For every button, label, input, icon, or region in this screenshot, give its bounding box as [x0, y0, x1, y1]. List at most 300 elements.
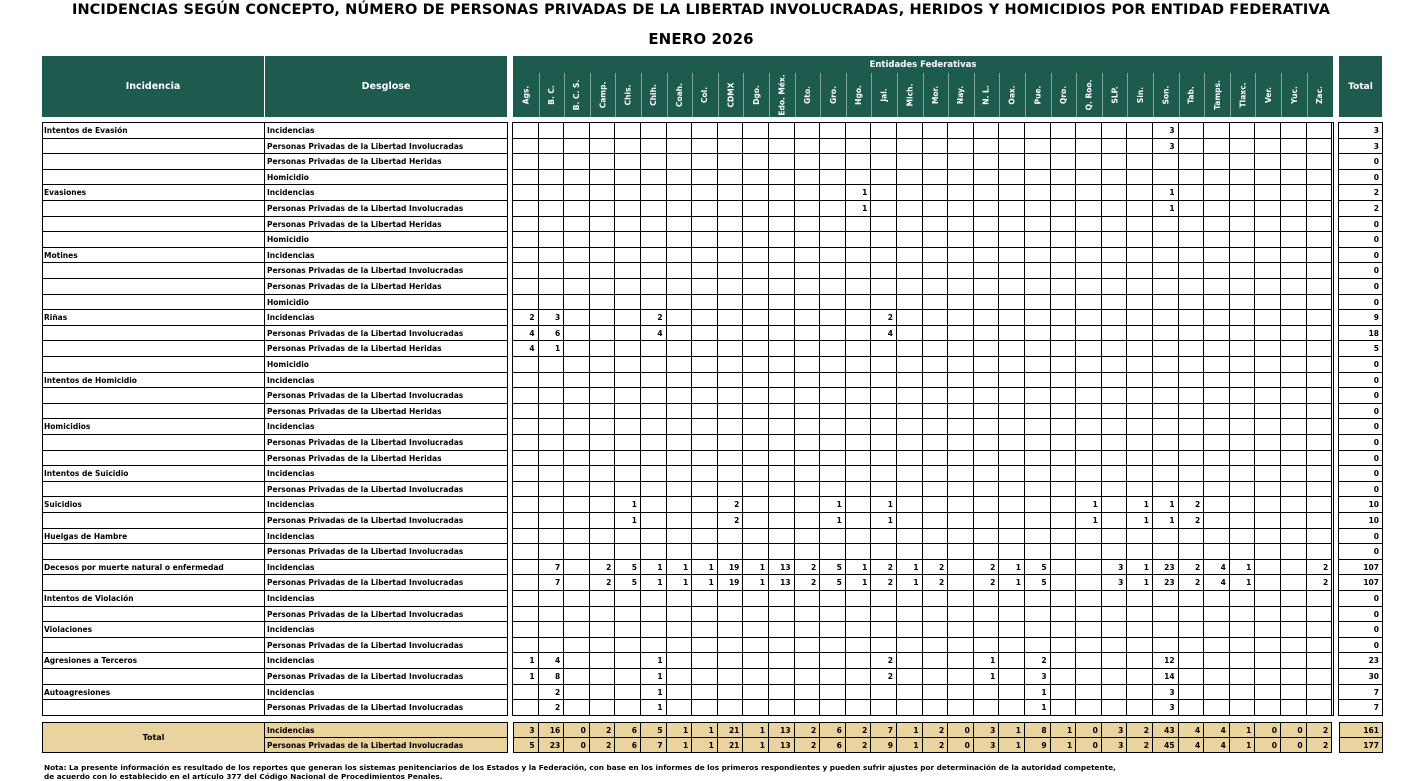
state-value-cell	[718, 217, 744, 233]
state-value-cell	[513, 357, 539, 373]
state-value-cell	[692, 217, 718, 233]
state-value-cell: 1	[1025, 700, 1051, 716]
state-value-cell	[974, 700, 1000, 716]
totals-value-cell: 6	[615, 722, 641, 738]
state-value-cell	[513, 513, 539, 529]
totals-value-cell: 9	[871, 738, 897, 754]
state-value-cell	[1179, 295, 1205, 311]
state-value-cell: 2	[539, 685, 565, 701]
state-header	[1255, 73, 1281, 117]
state-value-cell	[1307, 591, 1333, 607]
state-value-cell	[615, 607, 641, 623]
state-value-cell	[1076, 310, 1102, 326]
state-value-cell	[1204, 451, 1230, 467]
state-value-cell	[1025, 482, 1051, 498]
state-value-cell	[1102, 341, 1128, 357]
state-value-cell	[846, 217, 872, 233]
state-value-cell	[1179, 263, 1205, 279]
state-value-cell	[513, 560, 539, 576]
state-value-cell	[539, 232, 565, 248]
state-value-cell	[1127, 232, 1153, 248]
state-header-label: Camp.	[598, 81, 608, 109]
state-value-cell	[692, 326, 718, 342]
state-value-cell	[718, 451, 744, 467]
state-header-label: Tab.	[1186, 86, 1196, 104]
state-value-cell	[692, 700, 718, 716]
state-value-cell	[923, 357, 949, 373]
row-total-cell: 7	[1339, 685, 1383, 701]
state-value-cell	[513, 373, 539, 389]
state-value-cell	[1051, 123, 1077, 139]
state-value-cell	[948, 591, 974, 607]
state-value-cell	[820, 154, 846, 170]
state-value-cell	[615, 341, 641, 357]
state-value-cell	[923, 451, 949, 467]
state-value-cell	[1076, 451, 1102, 467]
state-header-label: Ver.	[1263, 87, 1273, 103]
state-value-cell	[692, 607, 718, 623]
state-value-cell: 1	[692, 575, 718, 591]
totals-value-cell: 8	[1025, 722, 1051, 738]
state-value-cell	[846, 263, 872, 279]
state-value-cell	[1102, 466, 1128, 482]
incidencia-cell	[42, 669, 265, 685]
state-value-cell	[615, 451, 641, 467]
state-value-cell	[1307, 263, 1333, 279]
state-value-cell	[1281, 201, 1307, 217]
incidencia-cell: Huelgas de Hambre	[42, 529, 265, 545]
desglose-cell: Incidencias	[265, 560, 508, 576]
state-header-label: B. C. S.	[572, 79, 582, 111]
state-value-cell	[1204, 622, 1230, 638]
state-value-cell	[564, 326, 590, 342]
state-value-cell	[974, 451, 1000, 467]
incidencia-cell: Intentos de Evasión	[42, 123, 265, 139]
table-row	[0, 341, 1402, 357]
state-value-cell	[1102, 217, 1128, 233]
incidencia-cell: Suicidios	[42, 497, 265, 513]
state-value-cell	[1076, 326, 1102, 342]
state-value-cell	[718, 685, 744, 701]
state-value-cell	[1230, 700, 1256, 716]
state-value-cell	[974, 139, 1000, 155]
state-value-cell	[897, 139, 923, 155]
state-value-cell	[871, 591, 897, 607]
state-value-cell	[1204, 357, 1230, 373]
state-value-cell	[590, 669, 616, 685]
state-value-cell	[923, 419, 949, 435]
totals-value-cell: 13	[769, 738, 795, 754]
totals-value-cell: 0	[564, 722, 590, 738]
state-value-cell	[641, 404, 667, 420]
state-value-cell	[1127, 263, 1153, 279]
state-value-cell	[564, 435, 590, 451]
state-value-cell	[923, 123, 949, 139]
state-value-cell	[871, 170, 897, 186]
state-value-cell	[564, 685, 590, 701]
row-total-cell: 0	[1339, 217, 1383, 233]
totals-value-cell: 2	[846, 722, 872, 738]
state-value-cell	[615, 201, 641, 217]
state-value-cell	[974, 513, 1000, 529]
state-value-cell	[1051, 451, 1077, 467]
state-value-cell	[846, 419, 872, 435]
state-value-cell	[718, 700, 744, 716]
state-value-cell	[897, 419, 923, 435]
state-value-cell	[1127, 451, 1153, 467]
state-value-cell	[1025, 341, 1051, 357]
state-value-cell: 1	[1153, 497, 1179, 513]
incidencia-cell: Homicidios	[42, 419, 265, 435]
state-value-cell	[1255, 326, 1281, 342]
state-value-cell	[897, 544, 923, 560]
state-value-cell	[590, 544, 616, 560]
state-value-cell	[1051, 685, 1077, 701]
state-value-cell: 5	[1025, 575, 1051, 591]
state-value-cell	[1153, 638, 1179, 654]
state-value-cell	[743, 497, 769, 513]
state-value-cell	[1307, 669, 1333, 685]
state-value-cell	[1179, 185, 1205, 201]
state-value-cell	[820, 341, 846, 357]
state-value-cell	[590, 326, 616, 342]
state-value-cell	[1230, 451, 1256, 467]
totals-value-cell: 1	[692, 722, 718, 738]
state-value-cell	[590, 232, 616, 248]
state-value-cell	[1230, 544, 1256, 560]
state-value-cell	[948, 357, 974, 373]
state-value-cell	[1255, 123, 1281, 139]
state-value-cell	[1204, 248, 1230, 264]
state-value-cell	[590, 607, 616, 623]
state-value-cell	[1153, 373, 1179, 389]
totals-value-cell: 4	[1204, 722, 1230, 738]
state-value-cell	[539, 638, 565, 654]
state-value-cell	[1307, 607, 1333, 623]
state-value-cell	[539, 201, 565, 217]
totals-value-cell: 3	[974, 722, 1000, 738]
state-value-cell	[871, 357, 897, 373]
state-value-cell	[1102, 435, 1128, 451]
state-value-cell	[1179, 607, 1205, 623]
state-header-label: Qro.	[1058, 85, 1068, 105]
state-value-cell	[1179, 435, 1205, 451]
state-header-label: Edo. Méx.	[777, 74, 787, 116]
state-value-cell	[667, 529, 693, 545]
state-value-cell: 1	[974, 653, 1000, 669]
state-value-cell	[539, 607, 565, 623]
state-value-cell	[1076, 560, 1102, 576]
desglose-cell: Personas Privadas de la Libertad Heridas	[265, 279, 508, 295]
state-value-cell	[1230, 295, 1256, 311]
state-value-cell	[769, 466, 795, 482]
state-value-cell	[667, 622, 693, 638]
state-value-cell	[590, 700, 616, 716]
state-value-cell	[999, 217, 1025, 233]
state-value-cell	[1204, 638, 1230, 654]
state-value-cell	[743, 170, 769, 186]
state-value-cell	[999, 700, 1025, 716]
state-value-cell	[897, 295, 923, 311]
desglose-cell: Personas Privadas de la Libertad Involucradas	[265, 669, 508, 685]
state-value-cell	[1102, 326, 1128, 342]
state-value-cell	[871, 295, 897, 311]
table-row	[0, 201, 1402, 217]
state-value-cell	[692, 341, 718, 357]
state-value-cell	[539, 591, 565, 607]
state-value-cell	[1051, 310, 1077, 326]
totals-value-cell: 1	[743, 722, 769, 738]
totals-value-cell: 3	[513, 722, 539, 738]
state-header	[820, 73, 846, 117]
state-value-cell	[974, 685, 1000, 701]
state-value-cell	[539, 139, 565, 155]
state-value-cell	[564, 560, 590, 576]
state-value-cell	[1307, 529, 1333, 545]
state-value-cell	[1179, 700, 1205, 716]
state-value-cell	[1051, 170, 1077, 186]
state-value-cell	[1230, 482, 1256, 498]
state-value-cell	[999, 232, 1025, 248]
state-value-cell	[897, 669, 923, 685]
state-value-cell	[999, 451, 1025, 467]
state-value-cell: 4	[513, 341, 539, 357]
totals-value-cell: 4	[1179, 722, 1205, 738]
state-value-cell: 2	[871, 310, 897, 326]
row-total-cell: 0	[1339, 263, 1383, 279]
state-value-cell	[692, 669, 718, 685]
state-value-cell	[718, 373, 744, 389]
row-total-cell: 0	[1339, 529, 1383, 545]
state-value-cell	[923, 232, 949, 248]
state-value-cell	[897, 497, 923, 513]
totals-value-cell: 3	[974, 738, 1000, 754]
state-value-cell	[692, 310, 718, 326]
state-value-cell	[1127, 607, 1153, 623]
state-value-cell	[1102, 451, 1128, 467]
state-value-cell	[1204, 201, 1230, 217]
state-value-cell	[1025, 529, 1051, 545]
state-value-cell: 4	[871, 326, 897, 342]
state-value-cell	[1204, 591, 1230, 607]
state-value-cell	[1255, 217, 1281, 233]
incidencia-cell	[42, 217, 265, 233]
state-value-cell	[1204, 154, 1230, 170]
state-value-cell	[692, 139, 718, 155]
state-header	[897, 73, 923, 117]
state-value-cell	[1025, 279, 1051, 295]
state-value-cell	[1204, 419, 1230, 435]
state-value-cell	[1204, 529, 1230, 545]
state-header-label: Hgo.	[854, 85, 864, 105]
state-value-cell	[667, 497, 693, 513]
state-value-cell	[1127, 357, 1153, 373]
state-value-cell	[564, 591, 590, 607]
state-value-cell	[846, 170, 872, 186]
state-value-cell	[974, 263, 1000, 279]
state-value-cell	[667, 669, 693, 685]
state-value-cell	[948, 638, 974, 654]
state-header-label: Pue.	[1033, 85, 1043, 105]
state-value-cell	[1281, 482, 1307, 498]
state-value-cell	[1307, 544, 1333, 560]
state-value-cell	[743, 451, 769, 467]
state-value-cell	[1230, 310, 1256, 326]
state-value-cell	[948, 310, 974, 326]
state-value-cell: 19	[718, 560, 744, 576]
state-value-cell	[1025, 185, 1051, 201]
state-value-cell	[539, 622, 565, 638]
state-value-cell	[820, 373, 846, 389]
state-value-cell	[871, 388, 897, 404]
state-value-cell	[513, 544, 539, 560]
state-value-cell	[539, 435, 565, 451]
state-value-cell	[590, 170, 616, 186]
state-value-cell	[615, 638, 641, 654]
totals-value-cell: 1	[999, 738, 1025, 754]
state-value-cell	[1204, 404, 1230, 420]
state-value-cell: 5	[1025, 560, 1051, 576]
state-value-cell	[513, 591, 539, 607]
desglose-cell: Personas Privadas de la Libertad Involucradas	[265, 388, 508, 404]
state-value-cell: 1	[871, 497, 897, 513]
table-row	[0, 529, 1402, 545]
state-value-cell	[999, 310, 1025, 326]
totals-desglose-cell: Incidencias	[265, 722, 508, 738]
state-value-cell	[1230, 326, 1256, 342]
state-value-cell	[1025, 139, 1051, 155]
state-value-cell	[1204, 466, 1230, 482]
state-value-cell	[846, 404, 872, 420]
state-value-cell	[795, 638, 821, 654]
state-value-cell	[897, 310, 923, 326]
state-value-cell	[795, 232, 821, 248]
state-value-cell	[718, 529, 744, 545]
totals-value-cell: 2	[590, 738, 616, 754]
state-value-cell	[1025, 357, 1051, 373]
state-header-label: Chih.	[649, 84, 659, 106]
state-value-cell	[999, 263, 1025, 279]
state-value-cell	[615, 326, 641, 342]
row-total-cell: 0	[1339, 154, 1383, 170]
desglose-cell: Incidencias	[265, 419, 508, 435]
state-value-cell	[692, 373, 718, 389]
state-value-cell	[871, 466, 897, 482]
state-value-cell	[1281, 373, 1307, 389]
state-value-cell	[1051, 357, 1077, 373]
state-header	[795, 73, 821, 117]
row-total-cell: 0	[1339, 295, 1383, 311]
state-value-cell	[590, 201, 616, 217]
row-total-cell: 0	[1339, 622, 1383, 638]
state-value-cell	[1179, 170, 1205, 186]
state-value-cell	[718, 653, 744, 669]
state-value-cell	[1307, 622, 1333, 638]
totals-value-cell: 21	[718, 738, 744, 754]
state-value-cell	[948, 700, 974, 716]
state-value-cell	[948, 185, 974, 201]
state-value-cell	[999, 139, 1025, 155]
state-value-cell: 1	[1076, 497, 1102, 513]
state-header	[769, 73, 795, 117]
state-value-cell	[1204, 544, 1230, 560]
state-value-cell	[1204, 607, 1230, 623]
state-value-cell	[641, 139, 667, 155]
state-value-cell	[820, 529, 846, 545]
incidencia-cell: Agresiones a Terceros	[42, 653, 265, 669]
state-value-cell	[897, 341, 923, 357]
state-value-cell	[1179, 451, 1205, 467]
incidencia-cell: Intentos de Violación	[42, 591, 265, 607]
state-value-cell	[871, 638, 897, 654]
state-value-cell	[1051, 419, 1077, 435]
state-value-cell	[564, 529, 590, 545]
state-value-cell: 2	[718, 497, 744, 513]
state-value-cell	[1307, 310, 1333, 326]
state-value-cell	[1281, 685, 1307, 701]
state-value-cell	[539, 357, 565, 373]
state-value-cell	[795, 466, 821, 482]
totals-row	[0, 722, 1402, 738]
state-value-cell	[539, 544, 565, 560]
state-value-cell	[795, 622, 821, 638]
desglose-cell: Homicidio	[265, 295, 508, 311]
state-value-cell	[590, 638, 616, 654]
state-value-cell: 1	[999, 560, 1025, 576]
table-row	[0, 170, 1402, 186]
state-value-cell: 4	[539, 653, 565, 669]
state-value-cell	[1281, 139, 1307, 155]
state-value-cell	[846, 310, 872, 326]
state-value-cell	[923, 139, 949, 155]
desglose-cell: Personas Privadas de la Libertad Heridas	[265, 404, 508, 420]
state-value-cell	[615, 482, 641, 498]
state-value-cell	[743, 700, 769, 716]
state-value-cell	[564, 482, 590, 498]
state-value-cell: 5	[820, 560, 846, 576]
state-value-cell	[667, 482, 693, 498]
state-value-cell	[974, 435, 1000, 451]
state-value-cell	[1051, 185, 1077, 201]
state-value-cell	[820, 669, 846, 685]
state-value-cell	[1076, 419, 1102, 435]
state-value-cell	[795, 544, 821, 560]
totals-value-cell: 0	[948, 722, 974, 738]
state-value-cell	[769, 685, 795, 701]
incidencia-cell: Evasiones	[42, 185, 265, 201]
state-value-cell	[1076, 248, 1102, 264]
state-value-cell	[718, 185, 744, 201]
state-value-cell	[897, 482, 923, 498]
state-value-cell	[1255, 544, 1281, 560]
incidencia-cell	[42, 404, 265, 420]
state-value-cell	[1127, 591, 1153, 607]
state-value-cell	[1307, 373, 1333, 389]
state-value-cell	[1255, 529, 1281, 545]
state-value-cell	[564, 279, 590, 295]
state-value-cell	[692, 685, 718, 701]
state-value-cell	[667, 170, 693, 186]
state-value-cell	[923, 154, 949, 170]
state-value-cell	[1102, 497, 1128, 513]
state-value-cell	[948, 513, 974, 529]
state-value-cell	[1281, 357, 1307, 373]
row-total-cell: 0	[1339, 482, 1383, 498]
state-value-cell	[1179, 404, 1205, 420]
state-value-cell	[539, 123, 565, 139]
state-value-cell	[1307, 295, 1333, 311]
state-value-cell	[718, 466, 744, 482]
